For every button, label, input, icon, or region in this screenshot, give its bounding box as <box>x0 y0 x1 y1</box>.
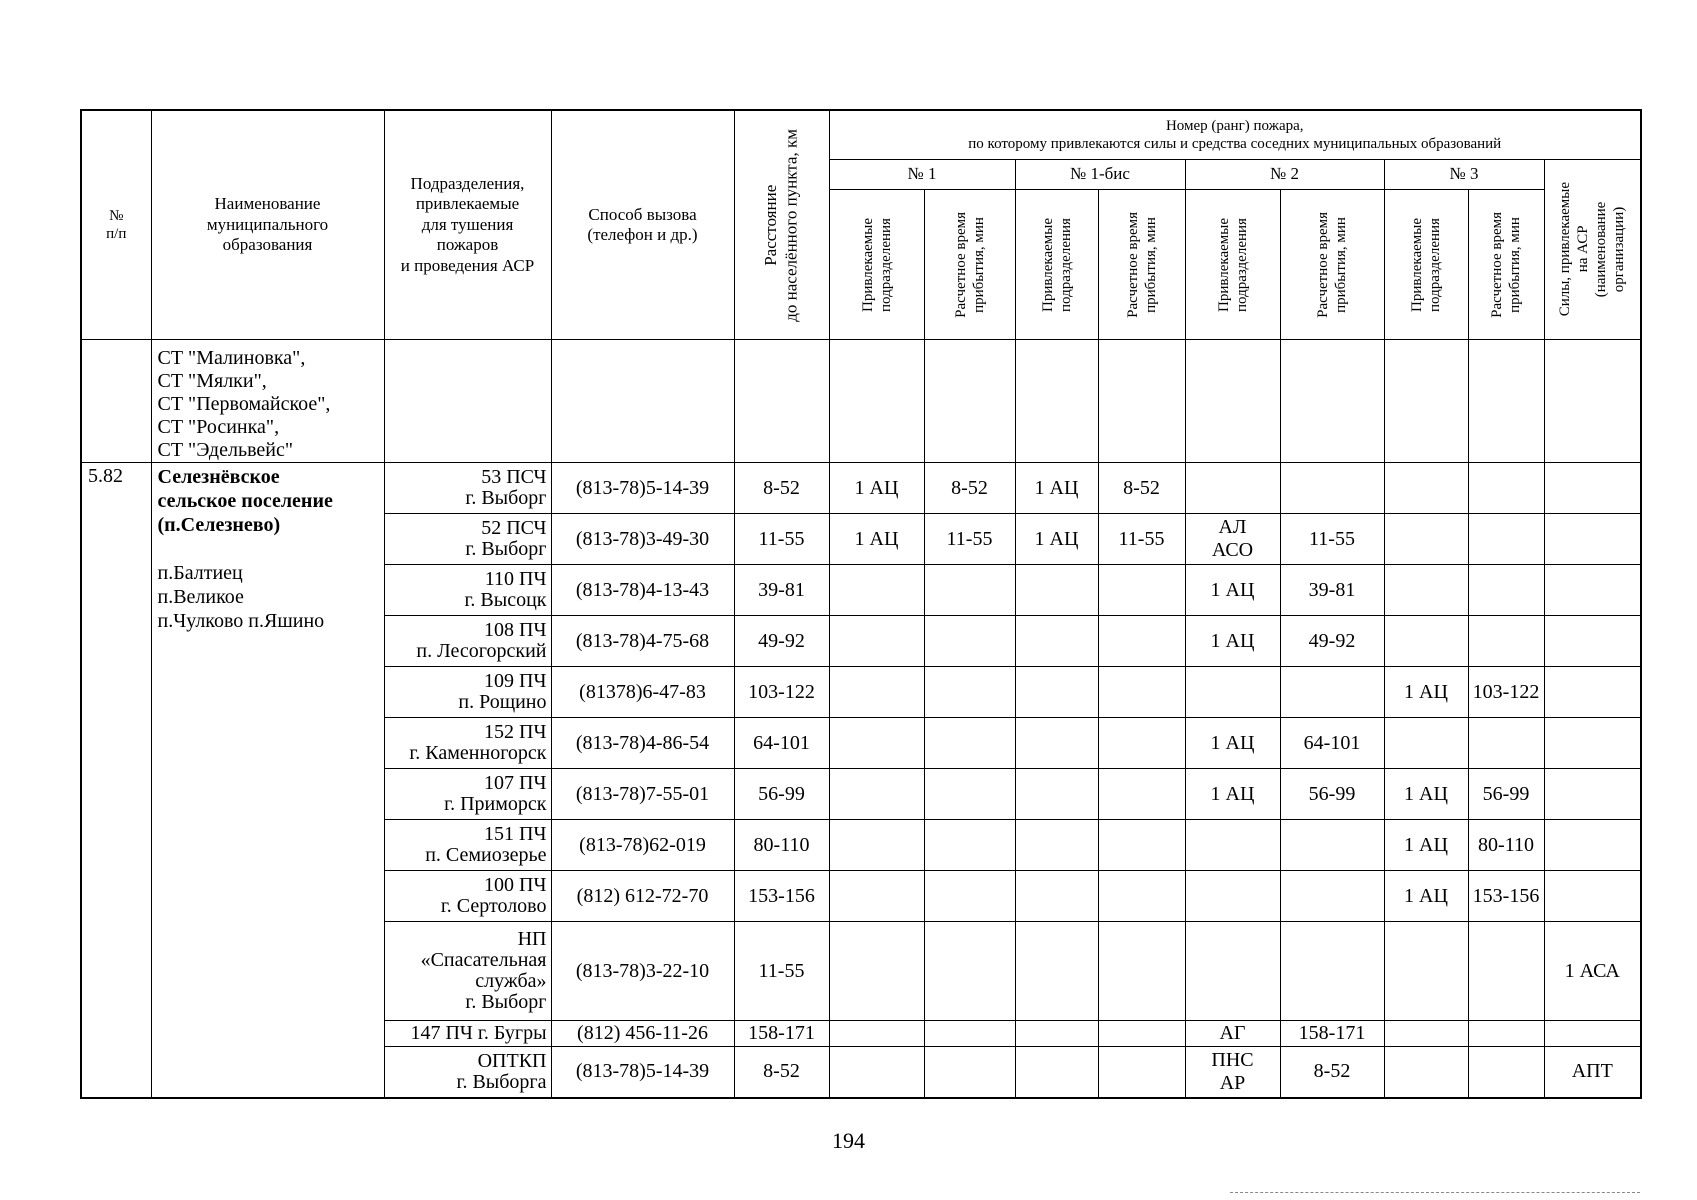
phone-cell: (813-78)3-22-10 <box>551 922 734 1021</box>
r1bis-units-cell <box>1015 871 1098 922</box>
r3-units-cell <box>1384 463 1468 514</box>
r1-units-cell <box>829 922 924 1021</box>
header-rank-2: № 2 <box>1185 159 1384 190</box>
r3-time-cell <box>1468 1021 1544 1047</box>
header-rank-group: Номер (ранг) пожара, по которому привлекаются силы и средства соседних муниципальных образований <box>829 110 1641 159</box>
r3-time-cell: 56-99 <box>1468 769 1544 820</box>
unit-cell: НП «Спасательная служба» г. Выборг <box>384 922 551 1021</box>
r3-time-cell: 80-110 <box>1468 820 1544 871</box>
distance-cell: 8-52 <box>734 1047 829 1098</box>
r1bis-units-cell: 1 АЦ <box>1015 463 1098 514</box>
r2-time-cell: 64-101 <box>1280 718 1384 769</box>
r1bis-time-cell <box>1098 1021 1185 1047</box>
distance-cell: 39-81 <box>734 565 829 616</box>
distance-cell: 8-52 <box>734 463 829 514</box>
distance-cell: 11-55 <box>734 922 829 1021</box>
empty-cell <box>1468 340 1544 463</box>
distance-cell: 153-156 <box>734 871 829 922</box>
r2-time-cell <box>1280 871 1384 922</box>
asr-cell <box>1544 514 1641 565</box>
unit-cell: 152 ПЧ г. Каменногорск <box>384 718 551 769</box>
phone-cell: (813-78)3-49-30 <box>551 514 734 565</box>
empty-cell <box>551 340 734 463</box>
empty-cell <box>1544 340 1641 463</box>
r2-units-cell <box>1185 820 1280 871</box>
st-list: СТ "Малиновка", СТ "Мялки", СТ "Первомайское", СТ "Росинка", СТ "Эдельвейс" <box>151 340 384 463</box>
asr-cell <box>1544 463 1641 514</box>
r3-units-cell <box>1384 1021 1468 1047</box>
r1bis-time-cell <box>1098 871 1185 922</box>
header-asr-forces: Силы, привлекаемые на АСР (наименование организации) <box>1544 159 1641 340</box>
unit-cell: 109 ПЧ п. Рощино <box>384 667 551 718</box>
r1-units-cell <box>829 1047 924 1098</box>
empty-cell <box>1015 340 1098 463</box>
r1bis-units-cell <box>1015 1047 1098 1098</box>
r3-time-cell: 103-122 <box>1468 667 1544 718</box>
r3-units-cell: 1 АЦ <box>1384 769 1468 820</box>
phone-cell: (813-78)62-019 <box>551 820 734 871</box>
phone-cell: (813-78)7-55-01 <box>551 769 734 820</box>
unit-cell: 107 ПЧ г. Приморск <box>384 769 551 820</box>
header-rank-1: № 1 <box>829 159 1015 190</box>
phone-cell: (813-78)5-14-39 <box>551 463 734 514</box>
r2-units-cell: 1 АЦ <box>1185 616 1280 667</box>
r1-units-cell <box>829 565 924 616</box>
r1-units-cell <box>829 769 924 820</box>
unit-cell: 151 ПЧ п. Семиозерье <box>384 820 551 871</box>
r1bis-units-cell <box>1015 922 1098 1021</box>
r1-time-cell <box>924 565 1015 616</box>
r1bis-time-cell <box>1098 718 1185 769</box>
r1-time-cell: 8-52 <box>924 463 1015 514</box>
r3-units-cell <box>1384 922 1468 1021</box>
r1-time-cell <box>924 1047 1015 1098</box>
r1bis-units-cell <box>1015 565 1098 616</box>
r1-units-cell <box>829 616 924 667</box>
r2-units-cell: 1 АЦ <box>1185 769 1280 820</box>
asr-cell <box>1544 1021 1641 1047</box>
distance-cell: 103-122 <box>734 667 829 718</box>
r2-units-cell: 1 АЦ <box>1185 565 1280 616</box>
r2-units-cell: АГ <box>1185 1021 1280 1047</box>
r1bis-units-cell <box>1015 667 1098 718</box>
r1bis-time-cell: 11-55 <box>1098 514 1185 565</box>
asr-cell: 1 АСА <box>1544 922 1641 1021</box>
footer-rule <box>1230 1192 1640 1193</box>
empty-cell <box>1384 340 1468 463</box>
settlements-list: п.Балтиец п.Великое п.Чулково п.Яшино <box>157 562 325 632</box>
unit-cell: 52 ПСЧ г. Выборг <box>384 514 551 565</box>
empty-cell <box>829 340 924 463</box>
header-r2-time: Расчетное время прибытия, мин <box>1280 190 1384 340</box>
r1-units-cell <box>829 871 924 922</box>
r1bis-units-cell <box>1015 616 1098 667</box>
r1bis-time-cell <box>1098 820 1185 871</box>
r1bis-time-cell <box>1098 922 1185 1021</box>
phone-cell: (813-78)4-86-54 <box>551 718 734 769</box>
r3-time-cell <box>1468 1047 1544 1098</box>
unit-cell: ОПТКП г. Выборга <box>384 1047 551 1098</box>
phone-cell: (81378)6-47-83 <box>551 667 734 718</box>
distance-cell: 56-99 <box>734 769 829 820</box>
r3-time-cell: 153-156 <box>1468 871 1544 922</box>
r1bis-time-cell <box>1098 565 1185 616</box>
r2-time-cell: 49-92 <box>1280 616 1384 667</box>
header-num: № п/п <box>81 110 151 340</box>
r1-units-cell: 1 АЦ <box>829 463 924 514</box>
asr-cell <box>1544 565 1641 616</box>
r1-units-cell <box>829 1021 924 1047</box>
r3-units-cell <box>1384 718 1468 769</box>
empty-cell <box>1185 340 1280 463</box>
r2-units-cell: АЛ АСО <box>1185 514 1280 565</box>
header-rank-3: № 3 <box>1384 159 1544 190</box>
r2-units-cell: 1 АЦ <box>1185 718 1280 769</box>
header-r1bis-time: Расчетное время прибытия, мин <box>1098 190 1185 340</box>
asr-cell <box>1544 616 1641 667</box>
r2-units-cell <box>1185 922 1280 1021</box>
r2-units-cell <box>1185 871 1280 922</box>
header-distance: Расстояние до населённого пункта, км <box>734 110 829 340</box>
phone-cell: (813-78)4-13-43 <box>551 565 734 616</box>
r1-time-cell <box>924 922 1015 1021</box>
r1-units-cell <box>829 718 924 769</box>
unit-cell: 100 ПЧ г. Сертолово <box>384 871 551 922</box>
r1-time-cell <box>924 1021 1015 1047</box>
r2-units-cell <box>1185 667 1280 718</box>
header-r1bis-units: Привлекаемые подразделения <box>1015 190 1098 340</box>
page-number: 194 <box>832 1128 865 1153</box>
r1bis-units-cell <box>1015 820 1098 871</box>
r1-time-cell <box>924 769 1015 820</box>
r1bis-time-cell <box>1098 1047 1185 1098</box>
r2-time-cell: 158-171 <box>1280 1021 1384 1047</box>
asr-cell <box>1544 667 1641 718</box>
r2-units-cell <box>1185 463 1280 514</box>
r3-units-cell: 1 АЦ <box>1384 667 1468 718</box>
r1bis-time-cell <box>1098 769 1185 820</box>
st-num-cell <box>81 340 151 463</box>
r2-time-cell: 56-99 <box>1280 769 1384 820</box>
r3-units-cell <box>1384 1047 1468 1098</box>
asr-cell <box>1544 871 1641 922</box>
r3-units-cell <box>1384 565 1468 616</box>
r3-time-cell <box>1468 514 1544 565</box>
header-r1-time: Расчетное время прибытия, мин <box>924 190 1015 340</box>
header-municipality: Наименование муниципального образования <box>151 110 384 340</box>
r2-time-cell <box>1280 820 1384 871</box>
asr-cell: АПТ <box>1544 1047 1641 1098</box>
unit-cell: 108 ПЧ п. Лесогорский <box>384 616 551 667</box>
r1-units-cell <box>829 820 924 871</box>
distance-cell: 49-92 <box>734 616 829 667</box>
entry-number: 5.82 <box>81 463 151 1098</box>
phone-cell: (812) 612-72-70 <box>551 871 734 922</box>
r3-units-cell <box>1384 514 1468 565</box>
distance-cell: 11-55 <box>734 514 829 565</box>
r3-time-cell <box>1468 718 1544 769</box>
header-r2-units: Привлекаемые подразделения <box>1185 190 1280 340</box>
fire-forces-table <box>80 109 1642 1099</box>
unit-cell: 53 ПСЧ г. Выборг <box>384 463 551 514</box>
distance-cell: 80-110 <box>734 820 829 871</box>
header-units: Подразделения, привлекаемые для тушения пожаров и проведения АСР <box>384 110 551 340</box>
r1-time-cell <box>924 820 1015 871</box>
r1-time-cell: 11-55 <box>924 514 1015 565</box>
phone-cell: (812) 456-11-26 <box>551 1021 734 1047</box>
r3-units-cell: 1 АЦ <box>1384 820 1468 871</box>
r1-time-cell <box>924 871 1015 922</box>
r2-time-cell: 11-55 <box>1280 514 1384 565</box>
r1-units-cell: 1 АЦ <box>829 514 924 565</box>
r3-time-cell <box>1468 565 1544 616</box>
r1-time-cell <box>924 616 1015 667</box>
distance-cell: 158-171 <box>734 1021 829 1047</box>
r3-time-cell <box>1468 922 1544 1021</box>
empty-cell <box>734 340 829 463</box>
header-r3-time: Расчетное время прибытия, мин <box>1468 190 1544 340</box>
asr-cell <box>1544 769 1641 820</box>
r2-time-cell: 39-81 <box>1280 565 1384 616</box>
r3-time-cell <box>1468 616 1544 667</box>
r1bis-time-cell: 8-52 <box>1098 463 1185 514</box>
unit-cell: 147 ПЧ г. Бугры <box>384 1021 551 1047</box>
asr-cell <box>1544 718 1641 769</box>
r2-units-cell: ПНС АР <box>1185 1047 1280 1098</box>
empty-cell <box>1098 340 1185 463</box>
distance-cell: 64-101 <box>734 718 829 769</box>
r3-time-cell <box>1468 463 1544 514</box>
empty-cell <box>1280 340 1384 463</box>
r1bis-units-cell <box>1015 1021 1098 1047</box>
table-row <box>81 463 1641 514</box>
header-rank-1bis: № 1-бис <box>1015 159 1185 190</box>
r1bis-time-cell <box>1098 667 1185 718</box>
municipality-cell <box>151 463 384 1098</box>
header-r3-units: Привлекаемые подразделения <box>1384 190 1468 340</box>
header-r1-units: Привлекаемые подразделения <box>829 190 924 340</box>
r3-units-cell: 1 АЦ <box>1384 871 1468 922</box>
municipality-name: Селезнёвское сельское поселение (п.Селезнево) <box>157 466 333 536</box>
empty-cell <box>384 340 551 463</box>
r1bis-units-cell <box>1015 718 1098 769</box>
r1bis-units-cell: 1 АЦ <box>1015 514 1098 565</box>
phone-cell: (813-78)5-14-39 <box>551 1047 734 1098</box>
r1bis-time-cell <box>1098 616 1185 667</box>
r3-units-cell <box>1384 616 1468 667</box>
r2-time-cell: 8-52 <box>1280 1047 1384 1098</box>
r1-time-cell <box>924 718 1015 769</box>
r2-time-cell <box>1280 922 1384 1021</box>
r1-time-cell <box>924 667 1015 718</box>
phone-cell: (813-78)4-75-68 <box>551 616 734 667</box>
r2-time-cell <box>1280 667 1384 718</box>
r1bis-units-cell <box>1015 769 1098 820</box>
asr-cell <box>1544 820 1641 871</box>
r1-units-cell <box>829 667 924 718</box>
r2-time-cell <box>1280 463 1384 514</box>
header-call-method: Способ вызова (телефон и др.) <box>551 110 734 340</box>
empty-cell <box>924 340 1015 463</box>
unit-cell: 110 ПЧ г. Высоцк <box>384 565 551 616</box>
